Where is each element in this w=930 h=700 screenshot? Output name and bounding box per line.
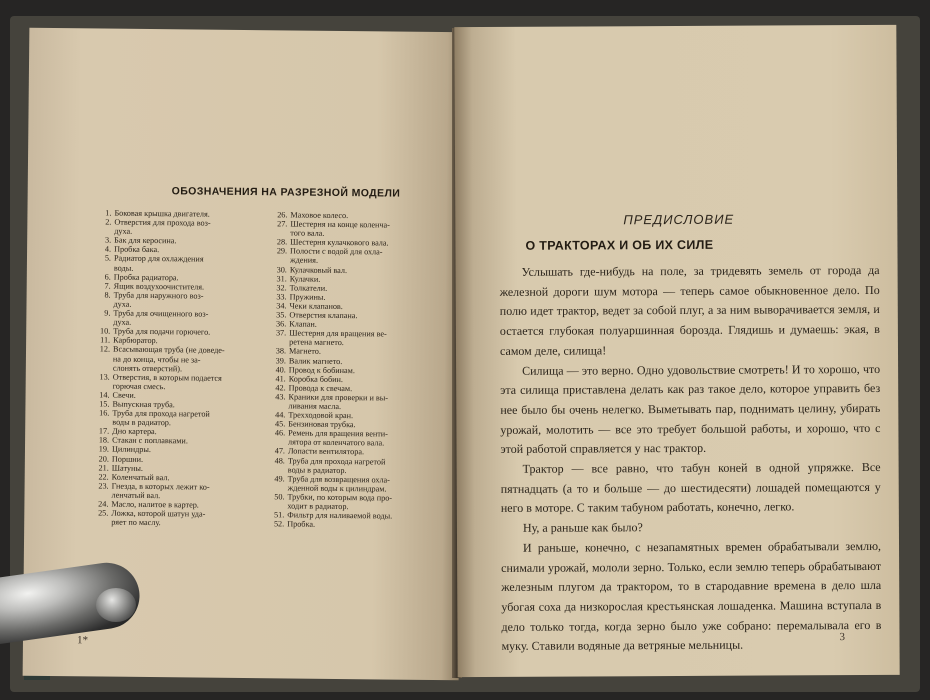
legend-item-text: Ящик воздухоочистителя.: [113, 281, 205, 292]
legend-item-text: Магнето.: [288, 346, 321, 357]
legend-item-text: Шестерня на конце коленча-: [290, 219, 390, 230]
legend-item-number: 11.: [100, 335, 111, 345]
legend-item-text: духа.: [114, 226, 133, 237]
legend-item-number: 7.: [104, 281, 111, 291]
legend-item-number: [260, 501, 287, 510]
legend-item-text: Отверстия, в которым подается: [112, 372, 222, 383]
legend-item-text: Краники для проверки и вы-: [288, 392, 389, 403]
legend-item-number: 50.: [274, 492, 285, 502]
legend-item: [260, 519, 450, 530]
legend-item-number: [86, 363, 113, 372]
legend-item-number: 9.: [104, 308, 111, 318]
section-heading: ПРЕДИСЛОВИЕ: [623, 211, 735, 228]
legend-item-number: [86, 317, 113, 326]
legend-item-text: Клапан.: [289, 319, 317, 329]
legend-item-text: Шатуны.: [111, 463, 144, 473]
chapter-heading: О ТРАКТОРАХ И ОБ ИХ СИЛЕ: [525, 237, 714, 253]
legend-item-number: 15.: [99, 399, 110, 409]
legend-item-text: Свечи.: [112, 390, 136, 400]
legend-item-number: 33.: [276, 292, 287, 302]
legend-item-number: [263, 228, 290, 237]
legend-item-number: [84, 518, 111, 527]
legend-item-text: Ремень для вращения венти-: [288, 428, 388, 439]
legend-item-number: 49.: [274, 474, 285, 484]
legend-item-text: Кулачки.: [289, 274, 321, 284]
paragraph: И раньше, конечно, с незапамятных времен обрабатывали землю, снимали урожай, мололи зерно. Только, если землю теперь обрабатывают железным плугом да трактором, то в стародавние времена в дело шла убогая соха да низкорослая крестьянская лошаденка. Машина вступала в дело только тогда, когда зерно было уже собрано: перемалывала его в муку. Ставили водяные да ветряные мельницы.: [501, 538, 882, 654]
legend-item-text: Труба для прохода нагретой: [112, 408, 210, 419]
legend-item-text: Маховое колесо.: [290, 210, 349, 221]
legend-item-number: 17.: [98, 426, 110, 436]
paragraph: Услышать где-нибудь на поле, за тридевять земель от города да железной дороги шум мотора — теперь самое обыкновенное дело. По полю идет трактор, ведет за собой плуг, а за ним выворачивается земля, и остается глубокая полуаршинная борозда. Глядишь и думаешь: экая, в самом деле, силища!: [499, 262, 880, 358]
legend-item-text: Коробка бобин.: [288, 374, 344, 384]
legend-item-number: 43.: [275, 392, 286, 402]
legend-item-number: 1.: [105, 208, 112, 218]
legend-item-text: ливания масла.: [288, 401, 342, 411]
legend-item-number: 32.: [276, 283, 287, 293]
legend-item-text: Карбюратор.: [113, 335, 158, 346]
legend-item-number: 20.: [98, 454, 109, 464]
legend-item-number: 52.: [273, 519, 285, 529]
paragraph: Ну, а раньше как было?: [522, 520, 643, 535]
legend-item-text: Шестерня для вращения ве-: [289, 328, 387, 339]
legend-item-number: 25.: [98, 508, 109, 518]
legend-item-text: Поршни.: [111, 454, 144, 464]
legend-item-text: Труба для очищенного воз-: [113, 308, 209, 319]
legend-item-number: 51.: [274, 510, 285, 520]
legend-item-number: 5.: [104, 254, 112, 264]
legend-item-text: Чеки клапанов.: [289, 301, 343, 311]
legend-item-text: Отверстия клапана.: [289, 310, 358, 321]
legend-item-number: 21.: [98, 463, 109, 473]
utensil-handle-tip: [96, 588, 136, 622]
legend-item-number: 30.: [276, 264, 287, 275]
legend-item-text: воды в радиатор.: [112, 417, 172, 428]
legend-item-text: Трубки, по которым вода про-: [287, 492, 393, 503]
legend-item-number: 28.: [276, 237, 288, 247]
legend-item-number: [263, 256, 290, 265]
legend-item-number: 46.: [274, 428, 286, 438]
legend-item-text: Труба для прохода нагретой: [287, 455, 386, 467]
legend-item-text: Пробка бака.: [114, 245, 160, 255]
legend-item-text: Трехходовой кран.: [288, 410, 354, 421]
legend-item-text: Цилиндры.: [111, 445, 151, 455]
legend-item-text: Шестерня кулачкового вала.: [290, 237, 389, 248]
legend-item-number: 35.: [276, 310, 287, 320]
legend-item-text: Пробка радиатора.: [113, 272, 179, 282]
legend-item-text: духа.: [113, 317, 132, 327]
legend-item-number: 41.: [275, 374, 286, 384]
legend-item-number: 47.: [274, 446, 286, 456]
legend-item-text: того вала.: [290, 228, 325, 239]
legend-item-text: Всасывающая труба (не доведе-: [112, 345, 225, 356]
legend-item-number: 45.: [274, 419, 286, 429]
paragraph: Силища — это верно. Одно удовольствие смотреть! И то хорошо, что эта силища приставлена делать как раз такое дело, которое управить без нее было бы очень нелегко. Выметывать пар, поднимать целину, убирать урожай, молотить — все это требует большой работы, и хорошо, что с этой работой справляется у нас трактор.: [500, 361, 881, 457]
legend-item-text: Труба для наружного воз-: [113, 290, 204, 301]
legend-item-text: Стакан с поплавками.: [112, 435, 188, 446]
paragraph: Трактор — все равно, что табун коней в одной упряжке. Все пятнадцать (а то и больше — до шестидесяти) лошадей помещаются у него в моторе. С таким табуном работать, конечно, легко.: [500, 459, 881, 516]
legend-item-text: Провода к свечам.: [288, 383, 353, 393]
legend-item-text: Толкатели.: [289, 283, 328, 293]
legend-item-text: Дно картера.: [112, 426, 157, 437]
legend-item-number: 14.: [99, 390, 110, 400]
legend-item-number: [261, 401, 288, 410]
legend-item-text: Фильтр для наливаемой воды.: [287, 510, 393, 521]
legend-item-number: 38.: [275, 346, 287, 356]
legend-item-text: жденной воды к цилиндрам.: [287, 483, 387, 494]
legend-item-number: 8.: [104, 290, 111, 300]
legend-item-number: [261, 438, 288, 447]
legend-item-text: духа.: [113, 299, 132, 309]
legend-item-text: Пружины.: [289, 292, 326, 302]
legend-item-text: Провод к бобинам.: [288, 365, 355, 375]
legend-item-number: 48.: [274, 455, 285, 465]
legend-item-number: [262, 338, 289, 347]
legend-item-text: Бак для керосина.: [114, 235, 177, 246]
legend-title: ОБОЗНАЧЕНИЯ НА РАЗРЕЗНОЙ МОДЕЛИ: [171, 185, 401, 200]
legend-item-number: [84, 490, 111, 499]
legend-item-text: Отверстия для прохода воз-: [114, 217, 211, 228]
legend-item-text: на до конца, чтобы не за-: [112, 354, 201, 365]
legend-item-text: горючая смесь.: [112, 381, 166, 391]
legend-item-text: ретена магнето.: [289, 337, 344, 348]
legend-item-number: [86, 299, 113, 308]
left-page-number: 1*: [76, 634, 89, 647]
legend-item-number: 44.: [275, 410, 286, 420]
legend-item-number: 40.: [275, 364, 286, 375]
legend-item-number: 24.: [98, 499, 109, 509]
legend-item-text: Труба для возвращения охла-: [287, 474, 390, 485]
legend-item-text: Боковая крышка двигателя.: [114, 208, 210, 219]
legend-item-number: 4.: [104, 244, 112, 254]
legend-item-number: 39.: [275, 355, 286, 365]
legend-item-text: Гнезда, в которых лежит ко-: [111, 481, 210, 492]
legend-item-number: 6.: [104, 272, 111, 282]
right-page-number: 3: [839, 631, 846, 644]
legend-item-text: лятора от коленчатого вала.: [288, 437, 385, 448]
legend-item-number: [86, 354, 113, 363]
legend-item-number: 36.: [276, 319, 287, 329]
legend-item-text: Труба для подачи горючего.: [113, 326, 211, 337]
legend-item-number: 19.: [98, 444, 110, 455]
legend-column-2: [260, 210, 453, 530]
legend-item: [84, 518, 262, 529]
legend-item-number: [261, 465, 288, 474]
legend-item-number: 18.: [98, 435, 110, 445]
legend-item-text: ленчатый вал.: [111, 490, 161, 501]
legend-item-text: воды в радиатор.: [287, 465, 347, 475]
legend-item-number: [85, 417, 112, 426]
legend-item-number: 27.: [277, 219, 288, 229]
legend-item-text: Кулачковый вал.: [289, 265, 348, 275]
legend-item-number: 12.: [99, 344, 111, 355]
legend-item-number: 34.: [276, 301, 287, 311]
legend-item-text: ждения.: [289, 255, 319, 266]
right-page: [454, 25, 899, 677]
legend-item-number: 29.: [276, 246, 288, 256]
legend-item-number: [86, 381, 113, 390]
legend-item-number: 31.: [276, 273, 287, 284]
legend-item-number: 13.: [99, 372, 110, 382]
legend-item-text: слонять отверстий).: [112, 363, 183, 373]
legend-item-number: 2.: [105, 217, 112, 227]
legend-item-text: Лопасти вентилятора.: [287, 446, 365, 457]
body-text: [500, 261, 882, 657]
legend-item-number: [87, 227, 114, 236]
legend-item-number: 10.: [99, 326, 111, 336]
legend-item-text: Пробка.: [287, 519, 316, 529]
legend-item-text: Полости с водой для охла-: [290, 246, 383, 257]
legend-item-text: ходит в радиатор.: [287, 501, 349, 512]
legend-item-number: 42.: [275, 383, 286, 393]
legend-item-number: 23.: [98, 481, 109, 491]
legend-item-number: 22.: [98, 472, 109, 482]
legend-column-1: [84, 208, 265, 528]
legend-item-number: 37.: [275, 328, 287, 338]
legend-item-text: Бензиновая трубка.: [288, 419, 356, 430]
legend-item-text: Радиатор для охлаждения: [113, 254, 204, 265]
legend-item-text: Масло, налитое в картер.: [111, 499, 199, 510]
legend-item-number: 16.: [99, 408, 110, 418]
legend-item-text: Коленчатый вал.: [111, 472, 170, 482]
legend-item-number: [261, 483, 288, 492]
legend-item-number: 3.: [104, 235, 112, 245]
legend-item-number: [87, 263, 114, 272]
legend-item-text: Выпускная труба.: [112, 399, 175, 410]
legend-item-number: 26.: [277, 210, 288, 220]
legend-item-text: ряет по маслу.: [111, 517, 161, 528]
legend-item-text: Валик магнето.: [288, 355, 343, 366]
legend-item-text: воды.: [113, 263, 134, 273]
legend-item-text: Ложка, которой шатун уда-: [111, 508, 206, 519]
